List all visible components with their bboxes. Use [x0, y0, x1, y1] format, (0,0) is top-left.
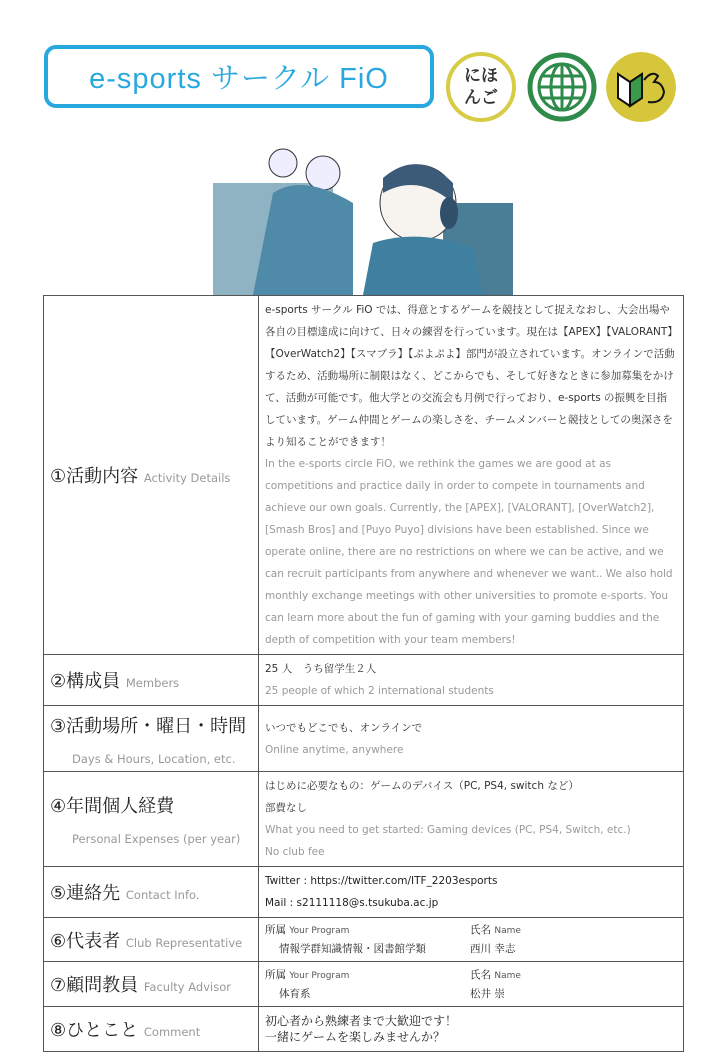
activity-en: In the e-sports circle FiO, we rethink the games we are good at as competitions and practice daily in order to compete in tournaments and achieve our own goals. Currently, the [APEX], [VALORANT], [OverWatch2], [Smash Bros] and [Puyo Puyo] divisions have been established. Since we operate online, there are no restrictions on where we can be active, and we can recruit participants from anywhere and whenever we want.. We also hold monthly exchange meetings with other universities to promote e-sports. You can learn more about the fun of gaming with your gaming buddies and the depth of competition with your team members!: [265, 458, 673, 646]
club-title: e-sports サークル FiO: [44, 45, 434, 108]
label: ①活動内容: [50, 466, 139, 487]
label: ②構成員: [50, 671, 121, 692]
row-contact: [44, 867, 684, 918]
label: ⑥代表者: [50, 930, 121, 952]
expenses-jp: はじめに必要なもの：ゲームのデバイス（PC, PS4, switch など）: [265, 780, 579, 792]
program-label-en: Your Program: [289, 926, 350, 936]
program: 体育系: [279, 987, 311, 1000]
location-jp: いつでもどこでも、オンラインで: [265, 721, 423, 734]
label: ⑧ひとこと: [50, 1020, 139, 1041]
nihongo-text: にほんご: [464, 66, 498, 108]
row-expenses: [44, 772, 684, 867]
label: ⑤連絡先: [50, 883, 121, 904]
name: 西川 幸志: [470, 943, 516, 955]
program-label: 所属: [265, 924, 286, 936]
nihongo-badge-icon: [446, 52, 516, 122]
label-en: Contact Info.: [125, 888, 200, 902]
label-en: Members: [125, 676, 180, 690]
program: 情報学群知識情報・図書館学類: [279, 943, 426, 955]
label-en: Days & Hours, Location, etc.: [72, 751, 236, 766]
row-location: [44, 706, 684, 772]
name-label: 氏名: [470, 924, 491, 936]
location-en: Online anytime, anywhere: [265, 743, 404, 756]
name: 松井 崇: [470, 987, 505, 1000]
label-en: Comment: [143, 1025, 201, 1039]
expenses-en: What you need to get started: Gaming devices (PC, PS4, Switch, etc.): [265, 824, 631, 836]
twitter-link[interactable]: Twitter : https://twitter.com/ITF_2203esports: [265, 875, 498, 887]
label: ④年間個人経費: [50, 796, 175, 817]
label-en: Activity Details: [143, 471, 231, 485]
info-table: [43, 295, 684, 1052]
name-label-en: Name: [494, 970, 521, 981]
program-label-en: Your Program: [289, 970, 350, 981]
name-label: 氏名: [470, 968, 491, 981]
row-advisor: [44, 962, 684, 1007]
program-label: 所属: [265, 968, 286, 981]
mail-link[interactable]: Mail : s2111118@s.tsukuba.ac.jp: [265, 897, 439, 909]
activity-jp: e-sports サークル FiO では、得意とするゲームを競技として捉えなおし、大会出場や各自の目標達成に向けて、日々の練習を行っています。現在は【APEX】【VALORANT】【OverWatch2】【スマブラ】【ぷよぷよ】部門が設立されています。オンラインで活動するため、活動場所に制限はなく、どこからでも、そして好きなときに参加募集をかけて、活動が可能です。他大学との交流会も月例で行っており、e-sports の振興を目指しています。ゲーム仲間とゲームの楽しさを、チームメンバーと競技としての奥深さをより知ることができます！: [265, 304, 675, 448]
comment-line-1: 初心者から熟練者まで大歓迎です！: [265, 1014, 458, 1028]
globe-icon: [527, 52, 597, 122]
members-jp: 25 人 うち留学生２人: [265, 663, 377, 675]
members-en: 25 people of which 2 international students: [265, 685, 494, 697]
label: ⑦顧問教員: [50, 975, 139, 996]
label: ③活動場所・曜日・時間: [50, 715, 247, 737]
row-members: [44, 655, 684, 706]
comment-line-2: 一緒にゲームを楽しみませんか？: [265, 1030, 446, 1044]
fee-en: No club fee: [265, 846, 325, 858]
label-en: Club Representative: [125, 935, 243, 950]
row-representative: [44, 918, 684, 962]
gamers-illustration: [213, 133, 513, 295]
row-comment: [44, 1007, 684, 1052]
row-activity: [44, 296, 684, 655]
label-en: Personal Expenses (per year): [72, 832, 241, 846]
name-label-en: Name: [494, 926, 521, 936]
label-en: Faculty Advisor: [143, 980, 231, 994]
fee-jp: 部費なし: [265, 802, 307, 814]
beginner-muscle-icon: [606, 52, 676, 122]
